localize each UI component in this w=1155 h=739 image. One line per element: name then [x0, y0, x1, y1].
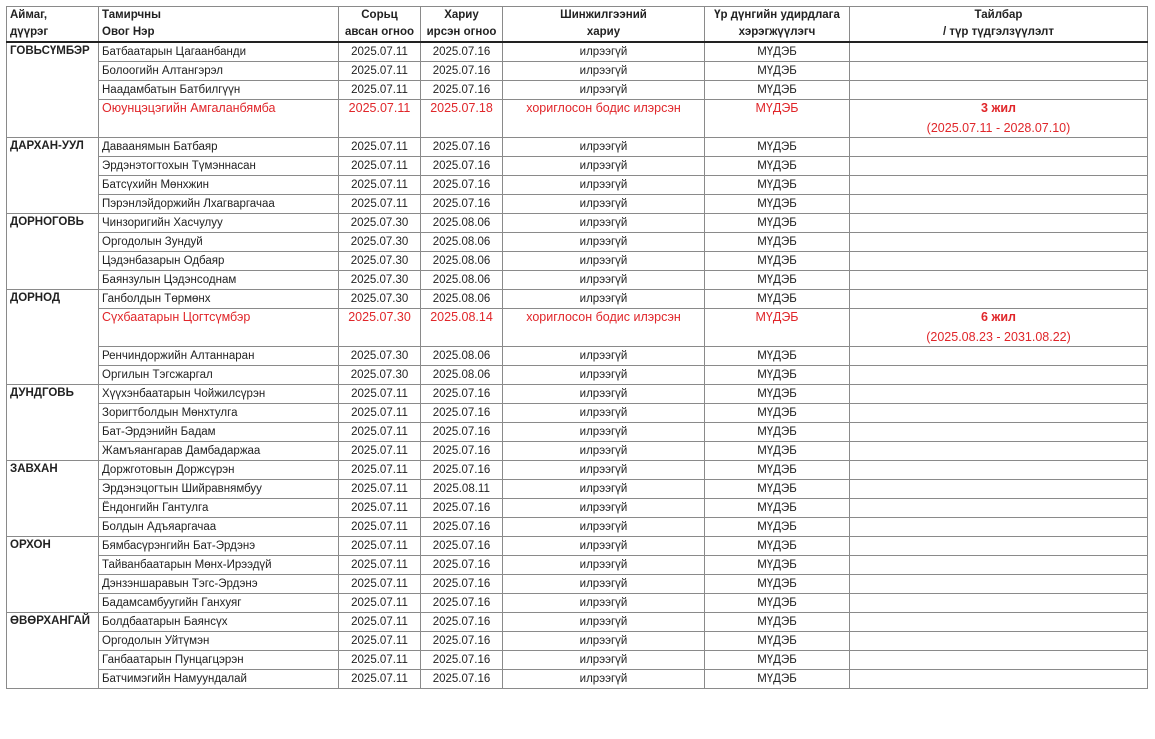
result-date-cell: 2025.07.16	[421, 81, 503, 100]
table-row	[7, 309, 1148, 347]
sample-date-cell: 2025.07.30	[339, 214, 421, 233]
note-cell	[850, 518, 1148, 537]
sample-date-cell: 2025.07.11	[339, 423, 421, 442]
sample-date-cell: 2025.07.11	[339, 62, 421, 81]
agency-cell: МҮДЭБ	[705, 651, 850, 670]
note-cell	[850, 138, 1148, 157]
athlete-name-cell: Оргилын Тэгсжаргал	[99, 366, 339, 385]
agency-cell: МҮДЭБ	[705, 176, 850, 195]
table-body	[7, 42, 1148, 689]
agency-cell: МҮДЭБ	[705, 537, 850, 556]
table-row	[7, 233, 1148, 252]
note-cell	[850, 632, 1148, 651]
note-cell	[850, 62, 1148, 81]
athlete-name-cell: Эрдэнэцогтын Шийравнямбуу	[99, 480, 339, 499]
result-cell: илрээгүй	[503, 442, 705, 461]
province-cell: ӨВӨРХАНГАЙ	[7, 613, 99, 689]
note-cell	[850, 480, 1148, 499]
agency-cell: МҮДЭБ	[705, 461, 850, 480]
table-row	[7, 252, 1148, 271]
note-cell	[850, 537, 1148, 556]
note-cell	[850, 461, 1148, 480]
athlete-name-cell: Ганбаатарын Пунцагцэрэн	[99, 651, 339, 670]
sample-date-cell: 2025.07.11	[339, 480, 421, 499]
athlete-name-cell: Чинзоригийн Хасчулуу	[99, 214, 339, 233]
sample-date-cell: 2025.07.11	[339, 670, 421, 689]
table-row	[7, 556, 1148, 575]
table-row	[7, 157, 1148, 176]
header-note: Тайлбар / түр түдгэлзүүлэлт	[850, 7, 1148, 43]
agency-cell: МҮДЭБ	[705, 290, 850, 309]
note-cell	[850, 366, 1148, 385]
province-cell: ДОРНОД	[7, 290, 99, 385]
agency-cell: МҮДЭБ	[705, 632, 850, 651]
athlete-name-cell: Бямбасүрэнгийн Бат-Эрдэнэ	[99, 537, 339, 556]
athlete-name-cell: Пэрэнлэйдоржийн Лхагваргачаа	[99, 195, 339, 214]
result-cell: илрээгүй	[503, 594, 705, 613]
result-cell: илрээгүй	[503, 423, 705, 442]
agency-cell: МҮДЭБ	[705, 347, 850, 366]
table-row	[7, 518, 1148, 537]
athlete-name-cell: Ёндонгийн Гантулга	[99, 499, 339, 518]
athlete-name-cell: Батбаатарын Цагаанбанди	[99, 42, 339, 62]
table-row	[7, 670, 1148, 689]
result-cell: илрээгүй	[503, 670, 705, 689]
agency-cell: МҮДЭБ	[705, 81, 850, 100]
result-date-cell: 2025.07.16	[421, 385, 503, 404]
note-cell	[850, 385, 1148, 404]
result-cell: илрээгүй	[503, 366, 705, 385]
note-cell	[850, 404, 1148, 423]
agency-cell: МҮДЭБ	[705, 366, 850, 385]
result-cell: илрээгүй	[503, 290, 705, 309]
table-row	[7, 613, 1148, 632]
agency-cell: МҮДЭБ	[705, 670, 850, 689]
province-cell: ДОРНОГОВЬ	[7, 214, 99, 290]
note-cell	[850, 670, 1148, 689]
results-table	[6, 6, 1148, 689]
note-cell	[850, 81, 1148, 100]
result-date-cell: 2025.07.16	[421, 499, 503, 518]
result-date-cell: 2025.07.16	[421, 62, 503, 81]
result-date-cell: 2025.07.16	[421, 651, 503, 670]
result-date-cell: 2025.08.06	[421, 233, 503, 252]
sample-date-cell: 2025.07.11	[339, 613, 421, 632]
athlete-name-cell: Бат-Эрдэнийн Бадам	[99, 423, 339, 442]
result-cell: илрээгүй	[503, 62, 705, 81]
table-row	[7, 385, 1148, 404]
header-row	[7, 7, 1148, 43]
athlete-name-cell: Оргодолын Зундуй	[99, 233, 339, 252]
agency-cell: МҮДЭБ	[705, 385, 850, 404]
athlete-name-cell: Болоогийн Алтангэрэл	[99, 62, 339, 81]
agency-cell: МҮДЭБ	[705, 214, 850, 233]
result-date-cell: 2025.07.16	[421, 138, 503, 157]
table-row	[7, 594, 1148, 613]
table-row	[7, 214, 1148, 233]
result-date-cell: 2025.07.16	[421, 556, 503, 575]
athlete-name-cell: Цэдэнбазарын Одбаяр	[99, 252, 339, 271]
athlete-name-cell: Болдын Адъяаргачаа	[99, 518, 339, 537]
note-cell	[850, 157, 1148, 176]
agency-cell: МҮДЭБ	[705, 613, 850, 632]
result-cell: илрээгүй	[503, 575, 705, 594]
note-cell	[850, 556, 1148, 575]
sample-date-cell: 2025.07.11	[339, 556, 421, 575]
table-row	[7, 499, 1148, 518]
note-cell	[850, 233, 1148, 252]
result-date-cell: 2025.07.16	[421, 442, 503, 461]
table-row	[7, 537, 1148, 556]
note-cell	[850, 575, 1148, 594]
result-cell: илрээгүй	[503, 480, 705, 499]
result-date-cell: 2025.07.16	[421, 404, 503, 423]
agency-cell: МҮДЭБ	[705, 423, 850, 442]
sample-date-cell: 2025.07.11	[339, 594, 421, 613]
athlete-name-cell: Тайванбаатарын Мөнх-Ирээдүй	[99, 556, 339, 575]
athlete-name-cell: Дэнзэншаравын Тэгс-Эрдэнэ	[99, 575, 339, 594]
note-cell	[850, 499, 1148, 518]
table-row	[7, 62, 1148, 81]
agency-cell: МҮДЭБ	[705, 594, 850, 613]
sample-date-cell: 2025.07.11	[339, 404, 421, 423]
table-row	[7, 575, 1148, 594]
result-date-cell: 2025.07.16	[421, 461, 503, 480]
sample-date-cell: 2025.07.11	[339, 442, 421, 461]
result-cell: илрээгүй	[503, 214, 705, 233]
note-cell	[850, 42, 1148, 62]
suspension-years: 3 жил	[981, 101, 1016, 115]
sample-date-cell: 2025.07.11	[339, 518, 421, 537]
result-date-cell: 2025.08.06	[421, 290, 503, 309]
table-row	[7, 651, 1148, 670]
agency-cell: МҮДЭБ	[705, 138, 850, 157]
sample-date-cell: 2025.07.11	[339, 651, 421, 670]
athlete-name-cell: Эрдэнэтогтохын Түмэннасан	[99, 157, 339, 176]
athlete-name-cell: Батчимэгийн Намуундалай	[99, 670, 339, 689]
result-date-cell: 2025.07.16	[421, 632, 503, 651]
result-cell: илрээгүй	[503, 157, 705, 176]
result-date-cell: 2025.07.16	[421, 423, 503, 442]
table-row	[7, 404, 1148, 423]
result-cell: илрээгүй	[503, 347, 705, 366]
note-cell	[850, 214, 1148, 233]
athlete-name-cell: Оюунцэцэгийн Амгаланбямба	[99, 100, 339, 138]
sample-date-cell: 2025.07.30	[339, 252, 421, 271]
result-cell: илрээгүй	[503, 499, 705, 518]
athlete-name-cell: Ганболдын Төрмөнх	[99, 290, 339, 309]
sample-date-cell: 2025.07.11	[339, 138, 421, 157]
agency-cell: МҮДЭБ	[705, 404, 850, 423]
note-cell	[850, 594, 1148, 613]
agency-cell: МҮДЭБ	[705, 442, 850, 461]
result-date-cell: 2025.08.11	[421, 480, 503, 499]
result-cell: илрээгүй	[503, 632, 705, 651]
result-cell: илрээгүй	[503, 461, 705, 480]
result-date-cell: 2025.07.16	[421, 195, 503, 214]
province-cell: ДАРХАН-УУЛ	[7, 138, 99, 214]
sample-date-cell: 2025.07.11	[339, 461, 421, 480]
sample-date-cell: 2025.07.11	[339, 632, 421, 651]
header-athlete: Тамирчны Овог Нэр	[99, 7, 339, 43]
result-date-cell: 2025.07.16	[421, 594, 503, 613]
sample-date-cell: 2025.07.11	[339, 195, 421, 214]
result-cell: илрээгүй	[503, 613, 705, 632]
sample-date-cell: 2025.07.11	[339, 176, 421, 195]
result-cell: илрээгүй	[503, 537, 705, 556]
table-row	[7, 461, 1148, 480]
athlete-name-cell: Доржготовын Доржсүрэн	[99, 461, 339, 480]
agency-cell: МҮДЭБ	[705, 309, 850, 347]
result-date-cell: 2025.08.14	[421, 309, 503, 347]
note-cell	[850, 290, 1148, 309]
result-cell: илрээгүй	[503, 518, 705, 537]
sample-date-cell: 2025.07.30	[339, 271, 421, 290]
agency-cell: МҮДЭБ	[705, 499, 850, 518]
athlete-name-cell: Зоригтболдын Мөнхтулга	[99, 404, 339, 423]
table-row	[7, 42, 1148, 62]
province-cell: ОРХОН	[7, 537, 99, 613]
sample-date-cell: 2025.07.11	[339, 81, 421, 100]
result-cell: илрээгүй	[503, 556, 705, 575]
result-cell: илрээгүй	[503, 271, 705, 290]
athlete-name-cell: Ренчиндоржийн Алтаннаран	[99, 347, 339, 366]
sample-date-cell: 2025.07.30	[339, 290, 421, 309]
result-date-cell: 2025.07.16	[421, 42, 503, 62]
athlete-name-cell: Хүүхэнбаатарын Чойжилсүрэн	[99, 385, 339, 404]
agency-cell: МҮДЭБ	[705, 233, 850, 252]
result-cell: хориглосон бодис илэрсэн	[503, 309, 705, 347]
note-cell	[850, 195, 1148, 214]
agency-cell: МҮДЭБ	[705, 480, 850, 499]
athlete-name-cell: Сүхбаатарын Цогтсүмбэр	[99, 309, 339, 347]
header-result: Шинжилгээний хариу	[503, 7, 705, 43]
athlete-name-cell: Баянзулын Цэдэнсоднам	[99, 271, 339, 290]
result-cell: илрээгүй	[503, 404, 705, 423]
athlete-name-cell: Болдбаатарын Баянсүх	[99, 613, 339, 632]
note-cell	[850, 423, 1148, 442]
table-row	[7, 100, 1148, 138]
table-row	[7, 290, 1148, 309]
header-agency: Үр дүнгийн удирдлага хэрэгжүүлэгч	[705, 7, 850, 43]
suspension-years: 6 жил	[981, 310, 1016, 324]
agency-cell: МҮДЭБ	[705, 252, 850, 271]
table-row	[7, 81, 1148, 100]
result-date-cell: 2025.07.16	[421, 613, 503, 632]
header-result-date: Хариу ирсэн огноо	[421, 7, 503, 43]
athlete-name-cell: Бадамсамбуугийн Ганхуяг	[99, 594, 339, 613]
agency-cell: МҮДЭБ	[705, 518, 850, 537]
result-date-cell: 2025.08.06	[421, 252, 503, 271]
result-cell: илрээгүй	[503, 233, 705, 252]
note-cell	[850, 613, 1148, 632]
note-cell	[850, 442, 1148, 461]
sample-date-cell: 2025.07.11	[339, 100, 421, 138]
result-date-cell: 2025.08.06	[421, 366, 503, 385]
sample-date-cell: 2025.07.30	[339, 347, 421, 366]
result-date-cell: 2025.08.06	[421, 271, 503, 290]
table-row	[7, 480, 1148, 499]
header-sample-date: Сорьц авсан огноо	[339, 7, 421, 43]
result-cell: илрээгүй	[503, 651, 705, 670]
sample-date-cell: 2025.07.11	[339, 537, 421, 556]
result-date-cell: 2025.07.18	[421, 100, 503, 138]
result-cell: хориглосон бодис илэрсэн	[503, 100, 705, 138]
province-cell: ДУНДГОВЬ	[7, 385, 99, 461]
athlete-name-cell: Батсүхийн Мөнхжин	[99, 176, 339, 195]
agency-cell: МҮДЭБ	[705, 271, 850, 290]
table-row	[7, 632, 1148, 651]
result-cell: илрээгүй	[503, 81, 705, 100]
header-province: Аймаг, дүүрэг	[7, 7, 99, 43]
note-cell	[850, 176, 1148, 195]
suspension-period: (2025.08.23 - 2031.08.22)	[926, 330, 1071, 344]
province-cell: ЗАВХАН	[7, 461, 99, 537]
table-row	[7, 423, 1148, 442]
athlete-name-cell: Жамъяангарав Дамбадаржаа	[99, 442, 339, 461]
note-cell	[850, 252, 1148, 271]
sample-date-cell: 2025.07.11	[339, 157, 421, 176]
result-date-cell: 2025.07.16	[421, 575, 503, 594]
result-cell: илрээгүй	[503, 176, 705, 195]
result-cell: илрээгүй	[503, 252, 705, 271]
table-row	[7, 366, 1148, 385]
agency-cell: МҮДЭБ	[705, 42, 850, 62]
result-cell: илрээгүй	[503, 385, 705, 404]
athlete-name-cell: Оргодолын Уйтүмэн	[99, 632, 339, 651]
table-row	[7, 271, 1148, 290]
province-cell: ГОВЬСҮМБЭР	[7, 42, 99, 138]
agency-cell: МҮДЭБ	[705, 575, 850, 594]
note-cell	[850, 271, 1148, 290]
agency-cell: МҮДЭБ	[705, 556, 850, 575]
result-cell: илрээгүй	[503, 42, 705, 62]
table-row	[7, 138, 1148, 157]
table-row	[7, 347, 1148, 366]
sample-date-cell: 2025.07.11	[339, 385, 421, 404]
note-cell	[850, 309, 1148, 347]
sample-date-cell: 2025.07.11	[339, 575, 421, 594]
sample-date-cell: 2025.07.30	[339, 366, 421, 385]
sample-date-cell: 2025.07.30	[339, 309, 421, 347]
athlete-name-cell: Даваанямын Батбаяр	[99, 138, 339, 157]
result-cell: илрээгүй	[503, 138, 705, 157]
sample-date-cell: 2025.07.11	[339, 42, 421, 62]
result-date-cell: 2025.07.16	[421, 176, 503, 195]
table-row	[7, 176, 1148, 195]
result-date-cell: 2025.07.16	[421, 518, 503, 537]
table-row	[7, 442, 1148, 461]
result-date-cell: 2025.08.06	[421, 347, 503, 366]
suspension-period: (2025.07.11 - 2028.07.10)	[926, 121, 1071, 135]
sample-date-cell: 2025.07.30	[339, 233, 421, 252]
result-date-cell: 2025.07.16	[421, 157, 503, 176]
note-cell	[850, 651, 1148, 670]
table-row	[7, 195, 1148, 214]
note-cell	[850, 347, 1148, 366]
athlete-name-cell: Наадамбатын Батбилгүүн	[99, 81, 339, 100]
agency-cell: МҮДЭБ	[705, 157, 850, 176]
agency-cell: МҮДЭБ	[705, 62, 850, 81]
agency-cell: МҮДЭБ	[705, 100, 850, 138]
agency-cell: МҮДЭБ	[705, 195, 850, 214]
sample-date-cell: 2025.07.11	[339, 499, 421, 518]
result-cell: илрээгүй	[503, 195, 705, 214]
result-date-cell: 2025.07.16	[421, 670, 503, 689]
note-cell	[850, 100, 1148, 138]
result-date-cell: 2025.08.06	[421, 214, 503, 233]
result-date-cell: 2025.07.16	[421, 537, 503, 556]
